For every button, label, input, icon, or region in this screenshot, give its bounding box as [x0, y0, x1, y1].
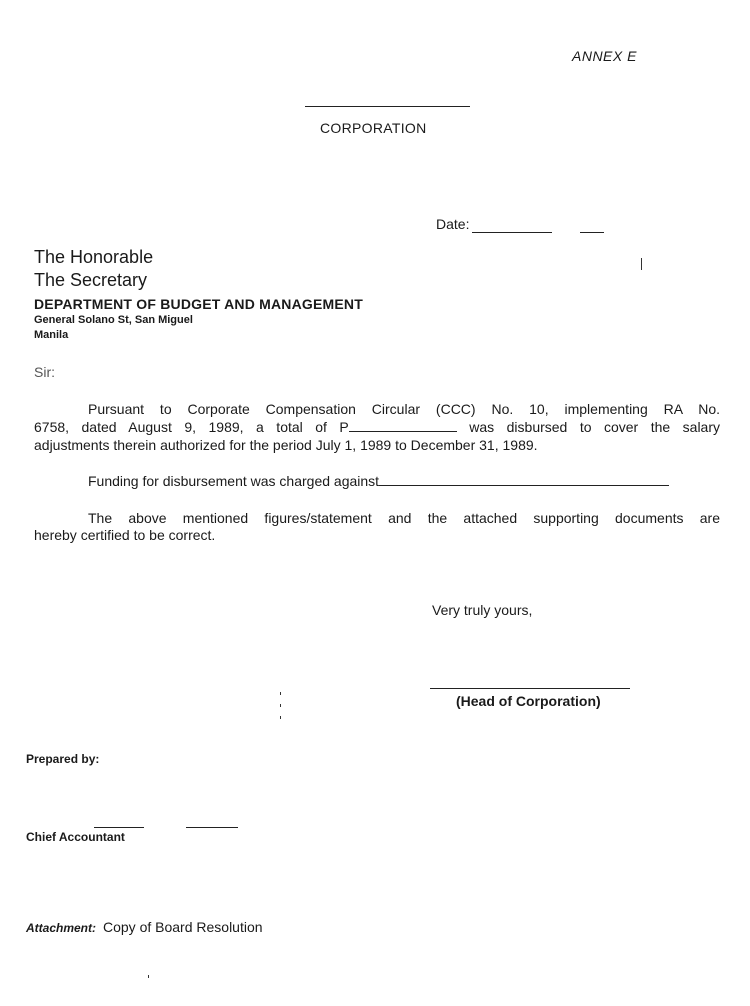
signature-blank — [430, 688, 630, 689]
scan-artifact — [641, 258, 642, 270]
scan-artifact — [148, 975, 149, 978]
accountant-signature-blank — [94, 827, 144, 828]
amount-blank — [349, 419, 457, 432]
paragraph-1-line-1: Pursuant to Corporate Compensation Circular (CCC) No. 10, implementing RA No. — [88, 401, 720, 417]
scan-artifact — [280, 704, 281, 707]
scan-artifact — [280, 716, 281, 719]
addressee-department: DEPARTMENT OF BUDGET AND MANAGEMENT — [34, 296, 363, 312]
addressee-street: General Solano St, San Miguel — [34, 314, 193, 326]
addressee-line-2: The Secretary — [34, 270, 148, 290]
paragraph-2 — [88, 472, 669, 490]
paragraph-1-line-2 — [34, 418, 720, 436]
corporation-name-blank — [305, 106, 470, 107]
accountant-signature-blank-2 — [186, 827, 238, 828]
greeting: Sir: — [34, 364, 55, 380]
paragraph-1-line-3: adjustments therein authorized for the period July 1, 1989 to December 31, 1989. — [34, 437, 538, 453]
paragraph-1-line-2-end: was disbursed to cover the salary — [469, 419, 721, 435]
corporation-label: CORPORATION — [320, 120, 427, 136]
attachment-value: Copy of Board Resolution — [103, 919, 263, 935]
signatory-label: (Head of Corporation) — [456, 693, 601, 709]
paragraph-3-line-1: The above mentioned figures/statement and the attached supporting documents are — [88, 510, 720, 526]
paragraph-1-line-2-start: 6758, dated August 9, 1989, a total of P — [34, 419, 349, 435]
date-label: Date: — [436, 216, 470, 232]
prepared-by-label: Prepared by: — [26, 752, 100, 766]
date-blank — [472, 232, 552, 233]
chief-accountant-label: Chief Accountant — [26, 830, 125, 844]
paragraph-2-text: Funding for disbursement was charged against — [88, 473, 380, 489]
funding-source-blank — [379, 473, 669, 486]
date-blank-year — [580, 232, 604, 233]
scan-artifact — [280, 692, 281, 695]
annex-label: ANNEX E — [572, 48, 637, 64]
attachment-label: Attachment: — [26, 921, 97, 935]
paragraph-3-line-2: hereby certified to be correct. — [34, 527, 216, 543]
addressee-line-1: The Honorable — [34, 247, 154, 267]
addressee-city: Manila — [34, 329, 69, 341]
closing: Very truly yours, — [432, 602, 533, 618]
